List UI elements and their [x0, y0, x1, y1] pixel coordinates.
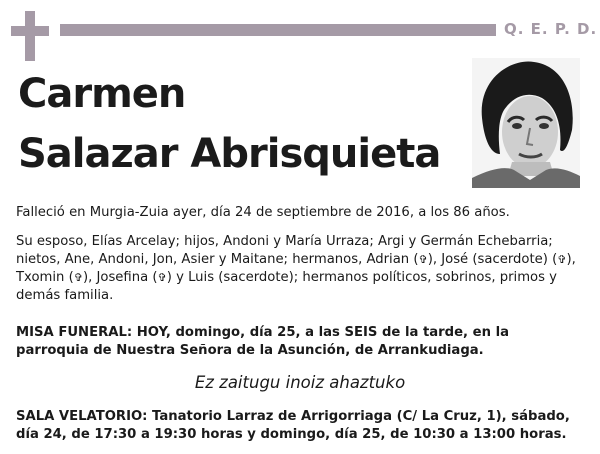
memorial-motto: Ez zaitugu inoiz ahaztuko [194, 373, 406, 392]
family-text: ), José (sacerdote) ( [427, 252, 558, 267]
family-text: ), Josefina ( [82, 270, 158, 285]
wake-room-text: SALA VELATORIO: Tanatorio Larraz de Arrigorriaga (C/ La Cruz, 1), sábado, día 24, de 17:30 a 19:30 horas y domingo, día 25, de 10:30 a 13:00 horas. [16, 409, 570, 442]
family-text: ) y Luis (sacerdote); hermanos políticos, sobrinos, primos y demás familia. [16, 270, 557, 303]
death-notice-text: Falleció en Murgia-Zuia ayer, día 24 de septiembre de 2016, a los 86 años. [16, 205, 510, 220]
deceased-surnames: Salazar Abrisquieta [18, 131, 441, 177]
cross-glyph: ✞ [157, 271, 167, 284]
cross-glyph: ✞ [73, 271, 83, 284]
cross-glyph: ✞ [418, 253, 428, 266]
qepd-label: Q. E. P. D. [504, 20, 598, 38]
deceased-photo [472, 58, 580, 188]
header-divider [60, 24, 496, 36]
funeral-mass-text: MISA FUNERAL: HOY, domingo, día 25, a las SEIS de la tarde, en la parroquia de Nuestra Señora de la Asunción, de Arrankudiaga. [16, 325, 509, 358]
family-text: Su esposo, Elías Arcelay; hijos, Andoni y María Urraza; Argi y Germán Echebarria; nietos, Ane, Andoni, Jon, Asier y Maitane; hermanos, Adrian ( [16, 234, 553, 267]
cross-icon [11, 11, 49, 61]
family-text: ), Txomin ( [16, 252, 576, 285]
cross-glyph: ✞ [557, 253, 567, 266]
deceased-first-name: Carmen [18, 71, 186, 117]
family-paragraph [16, 233, 584, 305]
